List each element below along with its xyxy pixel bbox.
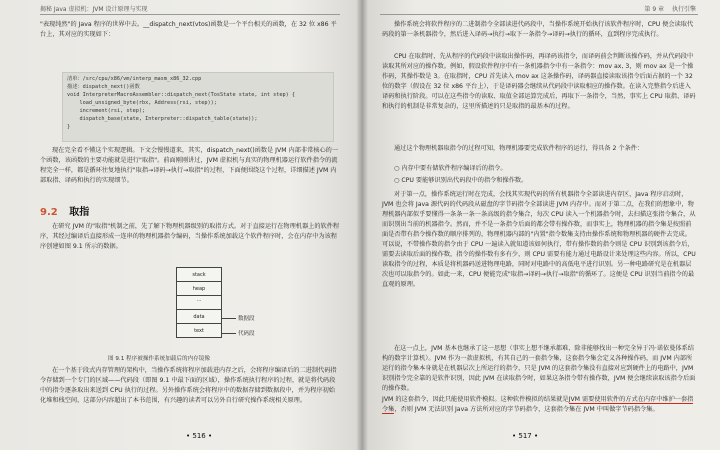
section-number: 9.2 — [40, 207, 58, 218]
right-paragraph-4: 对于第一点，操作系统运行时在完成，会找其实现代码的所有机器指令全部读进内存区，Java 程序启动时，JVM 也会将 Java 源代码的代码段从磁盘的字节码指令全部读进 JVM 内存中。而对于第二点，在我们的想象中，物理机器内部似乎要懂得一条条一条一条高级的指令集合，每次 CPU 读入一个机器指令时，去扫描这张指令集合，从而识别出当前的机器指令。然而，并不是一条指令后面的都会带有操作数，而事实上，物理机器的指令集是按照前面是否带有指令操作数的顺序排列的，物理机器内部的"内置"指令数集支持由操作系统和物理机器的硬件去完成。可以说，不带操作数的指令由于 CPU 一遍读入就知道该如何执行，带有操作数的指令则是 CPU 识别到该指令后，需要去读取后面的操作数，指令的操作数有多有少，则 CPU 需要有能力通过电路设计来处理这些内容。所以，CPU 读取指令的过程，本质是将机器码送进物理电路，同时对电路中的高低电平进行识别。另一种电路研究是在机器层次也可以取指令的。如此一来，CPU 便能完成"取指→译码→执行→取指"的循环了。这便是 CPU 识别当前指令的最直观的原理。 — [382, 191, 696, 288]
diagram-cell-stack: stack — [176, 267, 222, 282]
page-number-left: • 516 • — [186, 432, 213, 440]
diagram-cell-gap: ... — [176, 295, 222, 310]
text-segment-label: 代码段 — [238, 331, 255, 337]
intro-paragraph: "表现纯然"的 Java 程序的世界中去。__dispatch_next(vtos)函数是一个平台相关的函数，在 32 位 x86 平台上，其对应的实现如下： — [40, 21, 337, 38]
right-paragraph-5: 在这一点上，JVM 基本也继承了这一思想（事实上想不继承都难，除非能够找出一种完全异于冯·诺依曼体系结构的数字计算机）。JVM 作为一款虚拟机，有其自己的一套指令集，这套指令集会定义各种操作码，而 JVM 内部所运行的指令集本身就是在机器层次上所运行的指令，只是 JVM 的这套指令集没有直接对应到硬件上的电路中，JVM 识别指令完全靠的是软件识别，因此 JVM 在读取指令时，如果这条指令带有操作数，JVM 便会继续读取该指令后面的操作数。 — [382, 345, 696, 392]
running-head-title: 执行引擎 — [671, 6, 696, 13]
paragraph-6-start: JVM 的这套指令，因此只能使用软件模拟。这种软件模拟的结果就是 — [382, 396, 569, 403]
bottom-paragraph: 在一个基于段式内存管理的架构中，当操作系统将程序加载进内存之后，会将程序编译后的二进制代码指令存储到一个专门的区域——代码段（即图 9.1 中最下面的区域），操作系统执行程序的过程，就是将代码段中的指令逐条取出来送到 CPU 执行的过程。另外操作系统会将程序中的数据存储到数据段中，并为程序初始化堆和栈空间，这部分内容超出了本书范围，有兴趣的读者可以另外自行研究操作系统相关原理。 — [40, 367, 337, 404]
running-head-chapter: 第 9 章 — [644, 6, 665, 13]
section-heading — [40, 203, 89, 218]
code-line: dispatch_base(state, Interpreter::dispatch_table(state)); — [67, 116, 258, 122]
running-head-left: 揭秘 Java 虚拟机：JVM 设计原理与实现 — [40, 6, 148, 13]
memory-layout-diagram — [176, 268, 222, 338]
diagram-cell-heap: heap — [176, 281, 222, 296]
bullet-item-1: ○ 内存中要有储软件程序编译后的指令。 — [394, 165, 507, 172]
header-rule-left — [40, 14, 340, 15]
diagram-cell-text: text — [176, 323, 222, 338]
header-rule-right — [380, 14, 698, 15]
data-segment-arrow — [222, 318, 236, 319]
figure-caption: 图 9.1 程序被操作系统加载后的内存镜像 — [108, 356, 210, 362]
running-head-right — [644, 4, 696, 13]
section-title: 取指 — [69, 207, 90, 218]
code-description: 描述：dispatch_next()函数 — [67, 84, 140, 90]
bullet-item-2: ○ CPU 要能够识别出代码段中的指令和操作数。 — [394, 177, 528, 184]
right-page — [362, 0, 720, 450]
code-line: load_unsigned_byte(rbx, Address(rsi, step)); — [67, 100, 217, 106]
right-paragraph-6 — [382, 395, 696, 415]
right-paragraph-3: 通过这个物理机器取指令的过程可知，物理机器要完成软件程序的运行，得具备 2 个条件： — [394, 145, 644, 152]
code-line: } — [67, 124, 71, 130]
paragraph-6-end: ，否则 JVM 无法识别 Java 方法所对应的字节码指令，这套指令集在 JVM 中叫做字节码指令集。 — [394, 406, 659, 413]
page-number-right: • 517 • — [512, 432, 539, 440]
explanation-paragraph: 现在完全看不懂这个实现逻辑。下文会慢慢道来，其实，dispatch_next()函数是 JVM 内部非常核心的一个函数，该函数的主要功能就是进行"取指"。前面刚刚讲过，JVM 虚拟机与真实的物理机器运行软件指令的流程完全一样，都是循环往复地执行"取指→译码→执行→取指"的过程，下面便围绕这个过程，详细描述 JVM 内部取指、译码和执行的实现细节。 — [40, 147, 339, 184]
diagram-cell-data: data — [176, 309, 222, 324]
right-paragraph-1: 操作系统会将软件程序的二进制指令全部读进代码段中，当操作系统开始执行该软件程序时，CPU 便会读取代码段的第一条机器指令，然后进入译码→执行→取下一条指令→译码→执行的循环，直到程序完成执行。 — [382, 21, 694, 38]
code-line: void InterpreterMacroAssembler::dispatch_next(TosState state, int step) { — [67, 92, 295, 98]
highlighted-sentence: JVM 需要使用软件的方式在内存中维护一套指令集 — [382, 396, 694, 413]
code-line: increment(rsi, step); — [67, 108, 146, 114]
section-paragraph: 在研究 JVM 的"取指"机制之前，先了解下物理机器级别的取指方式。对于直接运行在物理机器上的软件程序，其经过编译后直接形成一连串的物理机器指令编码，当操作系统加载这个软件程序时，会在内存中为该程序创建如图 9.1 所示的数据。 — [40, 223, 340, 250]
code-file-label: 清单： — [67, 76, 83, 82]
book-gutter — [356, 0, 368, 450]
code-listing — [62, 72, 334, 142]
text-segment-arrow — [222, 333, 236, 334]
data-segment-label: 数据段 — [238, 316, 255, 322]
right-paragraph-2: CPU 在取指时，先从程序的代码段中读取出操作码，再译码该指令，而译码前会判断该操作码，并从代码段中读取其所对应的操作数。例如，假设软件程序中有一条机器指令中有一条指令：mov ax, 3，则 mov ax 是一个操作码，其操作数是 3。在取指时，CPU 首先读入 mov ax 这条操作码，译码器直接读取该指令后面占据的一个 32 位的数字（假设在 32 位 x86 平台上），于是译码器会继续从代码段中读取相应的操作数。在读入完整指令后进入译码和执行阶段。可以在这些指令的读取、取值全部运算完成后，再取下一条指令，当然，事实上 CPU 取指、译码和执行的机制是非常复杂的，这里所描述的只是取指的最基本的过程。 — [382, 53, 696, 110]
code-file-path: /src/cpu/x86/vm/interp_masm_x86_32.cpp — [82, 76, 202, 82]
